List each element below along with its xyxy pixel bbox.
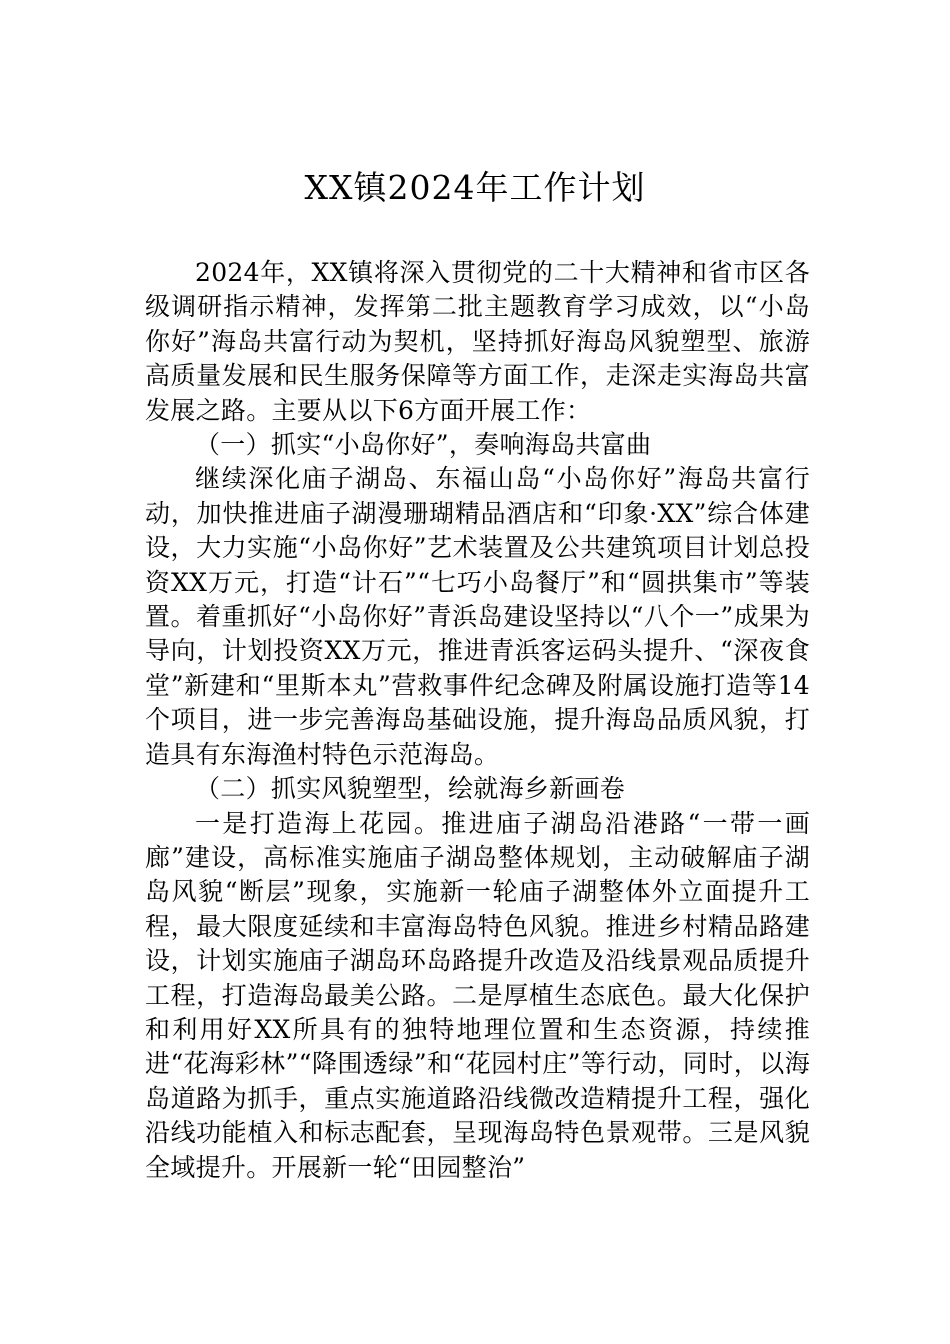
section-2-paragraph: 一是打造海上花园。推进庙子湖岛沿港路“一带一画廊”建设，高标准实施庙子湖岛整体规划，主动破解庙子湖岛风貌“断层”现象，实施新一轮庙子湖整体外立面提升工程，最大限度延续和丰富海岛特色风貌。推进乡村精品路建设，计划实施庙子湖岛环岛路提升改造及沿线景观品质提升工程，打造海岛最美公路。二是厚植生态底色。最大化保护和利用好XX所具有的独特地理位置和生态资源，持续推进“花海彩林”“降围透绿”和“花园村庄”等行动，同时，以海岛道路为抓手，重点实施道路沿线微改造精提升工程，强化沿线功能植入和标志配套，呈现海岛特色景观带。三是风貌全域提升。开展新一轮“田园整治”	[145, 808, 810, 1182]
section-heading-1: （一）抓实“小岛你好”，奏响海岛共富曲	[195, 430, 652, 460]
document-title: XX镇2024年工作计划	[304, 168, 646, 207]
section-1-paragraph: 继续深化庙子湖岛、东福山岛“小岛你好”海岛共富行动，加快推进庙子湖漫珊瑚精品酒店和“印象·XX”综合体建设，大力实施“小岛你好”艺术装置及公共建筑项目计划总投资XX万元，打造“计石”“七巧小岛餐厅”和“圆拱集市”等装置。着重抓好“小岛你好”青浜岛建设坚持以“八个一”成果为导向，计划投资XX万元，推进青浜客运码头提升、“深夜食堂”新建和“里斯本丸”营救事件纪念碑及附属设施打造等14个项目，进一步完善海岛基础设施，提升海岛品质风貌，打造具有东海渔村特色示范海岛。	[145, 464, 810, 769]
section-heading-2: （二）抓实风貌塑型，绘就海乡新画卷	[195, 774, 626, 804]
document-body	[145, 256, 810, 1185]
intro-paragraph: 2024年，XX镇将深入贯彻党的二十大精神和省市区各级调研指示精神，发挥第二批主题教育学习成效，以“小岛你好”海岛共富行动为契机，坚持抓好海岛风貌塑型、旅游高质量发展和民生服务保障等方面工作，走深走实海岛共富发展之路。主要从以下6方面开展工作：	[145, 258, 810, 425]
